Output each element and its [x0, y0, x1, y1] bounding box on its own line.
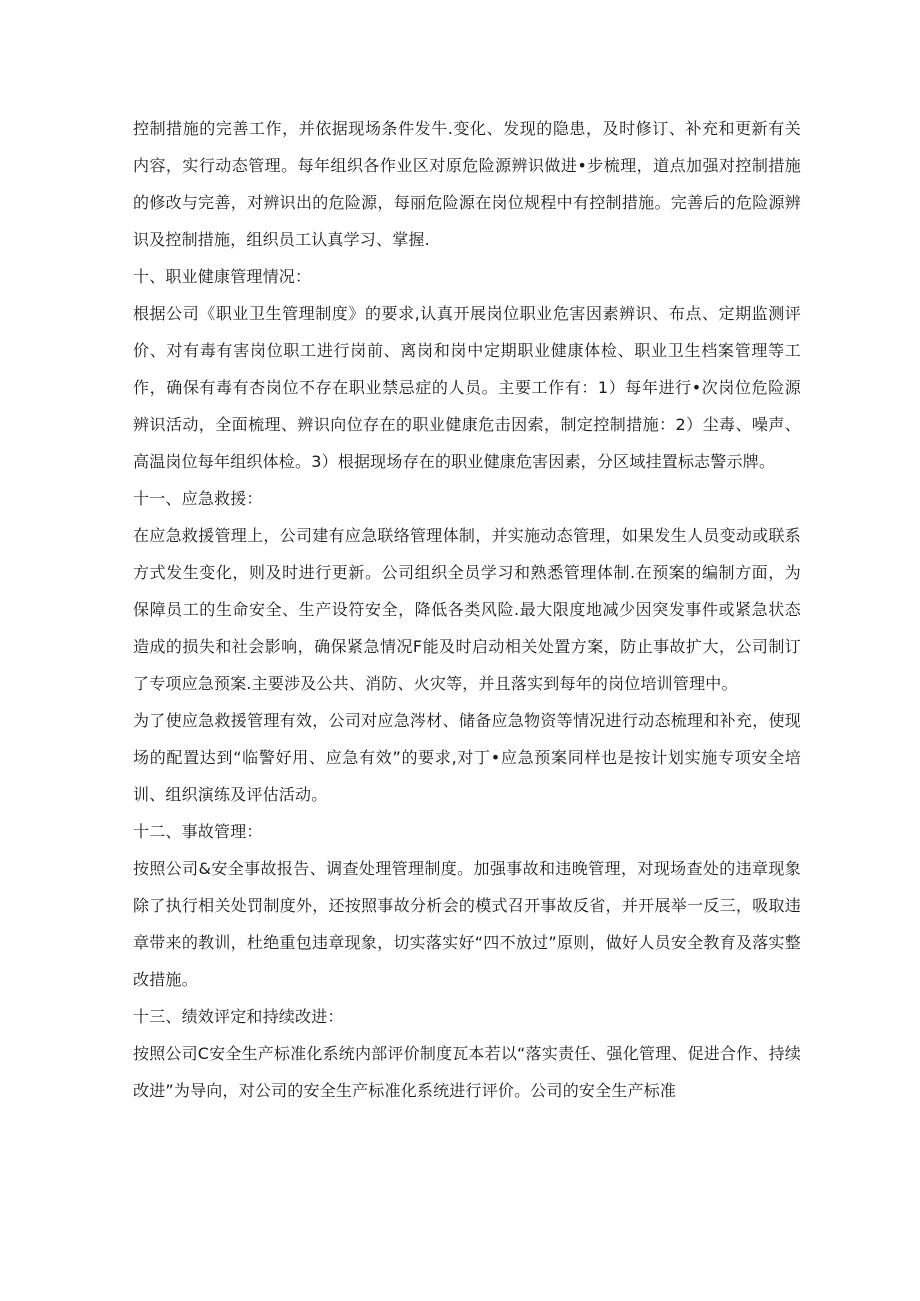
heading-accident-management: 十二、事故管理：	[133, 822, 263, 841]
paragraph-performance-evaluation: 按照公司C安全生产标准化系统内部评价制度瓦本若以“落实责任、强化管理、促进合作、持续改进”为导向，对公司的安全生产标准化系统进行评价。公司的安全生产标准	[133, 1044, 801, 1100]
document-body	[133, 110, 801, 1109]
paragraph-emergency-rescue: 在应急救援管理上，公司建有应急联络管理体制，并实施动态管理，如果发生人员变动或联系方式发生变化，则及时进行更新。公司组织全员学习和熟悉管理体制.在预案的编制方面，为保障员工的生命安全、生产设符安全，降低各类风险.最大限度地减少因突发事件或紧急状态造成的损失和社会影响，确保紧急情况F能及时启动相关处置方案，防止事故扩大，公司制订了专项应急预案.主要涉及公共、消防、火灾等，并且落实到每年的岗位培训管理中。	[133, 526, 801, 693]
paragraph-emergency-supplies: 为了使应急救援管理有效，公司对应急涔材、储备应急物资等情况进行动态梳理和补充，使现场的配置达到“临警好用、应急有效”的要求,对丁•应急预案同样也是按计划实施专项安全培训、组织演练及评估活动。	[133, 711, 801, 804]
paragraph-occupational-health: 根据公司《职业卫生管理制度》的要求,认真开展岗位职业危害因素辨识、布点、定期监测评价、对有毒有害岗位职工进行岗前、离岗和岗中定期职业健康体检、职业卫生档案管理等工作，确保有毒有杏岗位不存在职业禁忌症的人员。主要工作有：1）每年进行•次岗位危险源辨识活动，全面梳理、辨识向位存在的职业健康危击因索，制定控制措施：2）尘毒、噪声、高温岗位每年组织体检。3）根据现场存在的职业健康危害因素，分区域挂置标志警示牌。	[133, 304, 801, 471]
heading-performance-evaluation: 十三、绩效评定和持续改进：	[133, 1007, 344, 1026]
paragraph-accident-management: 按照公司&安全事故报告、调查处理管理制度。加强事故和违晚管理，对现场查处的违章现象除了执行相关处罚制度外，还按照事故分析会的模式召开事故反省，并开展举一反三，吸取违章带来的教训，杜绝重包违章现象，切实落实好“四不放过”原则，做好人员安全教育及落实整改措施。	[133, 859, 801, 989]
heading-occupational-health: 十、职业健康管理情况：	[133, 267, 312, 286]
heading-emergency-rescue: 十一、应急救援：	[133, 489, 263, 508]
paragraph-hazard-control: 控制措施的完善工作，并依据现场条件发牛.变化、发现的隐患，及时修订、补充和更新有关内容，实行动态管理。每年组织各作业区对原危险源辨识做进•步梳理，道点加强对控制措施的修改与完善，对辨识出的危险源，每丽危险源在岗位规程中有控制措施。完善后的危险源辨识及控制措施，组织员工认真学习、掌握.	[133, 119, 801, 249]
